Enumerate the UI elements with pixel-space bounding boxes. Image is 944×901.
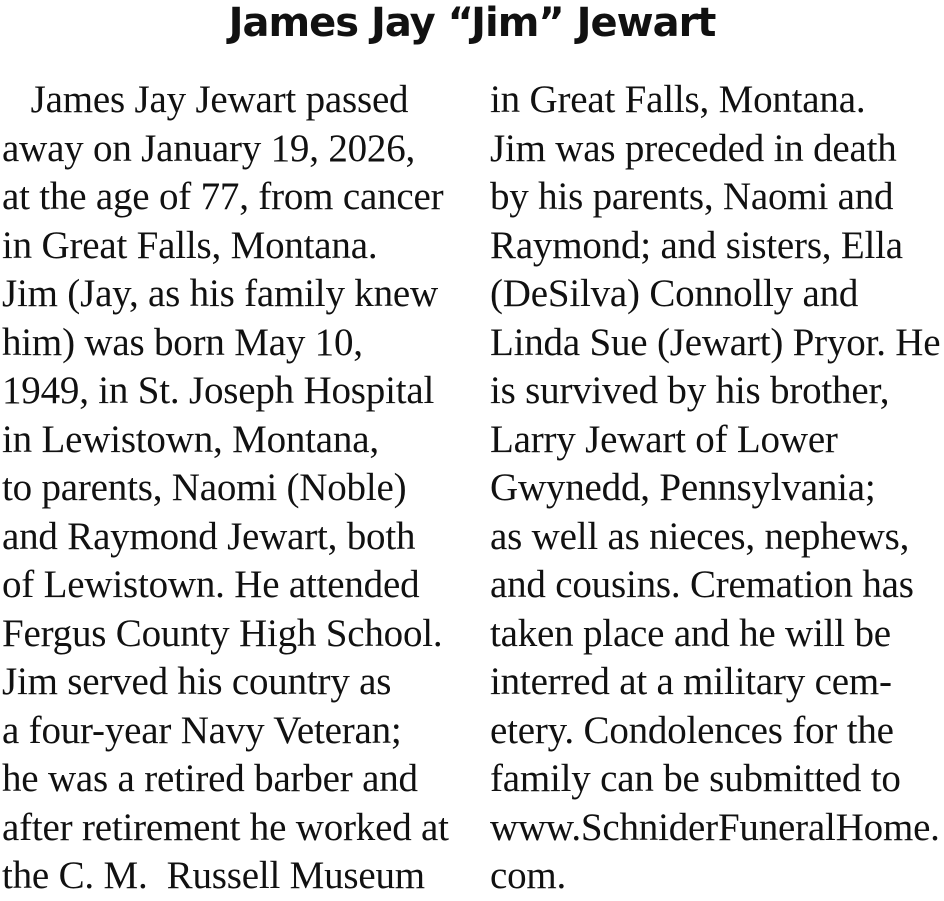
text-line: Linda Sue (Jewart) Pryor. He: [490, 320, 941, 364]
obituary-column-left: [2, 76, 472, 901]
text-line: 1949, in St. Joseph Hospital: [2, 369, 435, 412]
text-line: Gwynedd, Pennsylvania;: [490, 466, 876, 509]
text-line: interred at a military cem-: [490, 660, 892, 703]
text-line: family can be submitted to: [490, 757, 901, 800]
text-line: James Jay Jewart passed: [2, 78, 409, 121]
text-line: away on January 19, 2026,: [2, 126, 416, 170]
obituary-column-right: [490, 76, 942, 901]
text-line: taken place and he will be: [490, 611, 891, 655]
text-line: in Great Falls, Montana.: [490, 78, 866, 121]
text-line: etery. Condolences for the: [490, 708, 894, 752]
text-line: of Lewistown. He attended: [2, 563, 420, 606]
text-line: in Lewistown, Montana,: [2, 417, 379, 461]
text-line: Jim was preceded in death: [490, 126, 897, 170]
text-line: by his parents, Naomi and: [490, 175, 894, 218]
text-line: Fergus County High School.: [2, 611, 443, 655]
text-line: he was a retired barber and: [2, 757, 418, 800]
text-line: com.: [490, 854, 567, 897]
text-line: is survived by his brother,: [490, 369, 890, 412]
text-line: at the age of 77, from cancer: [2, 175, 444, 218]
text-line: him) was born May 10,: [2, 320, 363, 364]
text-line: Jim (Jay, as his family knew: [2, 272, 438, 315]
obituary-title: James Jay “Jim” Jewart: [228, 0, 716, 46]
text-line: Raymond; and sisters, Ella: [490, 223, 903, 267]
text-line: (DeSilva) Connolly and: [490, 272, 859, 315]
text-line: Jim served his country as: [2, 660, 392, 703]
text-line: and cousins. Cremation has: [490, 563, 914, 606]
text-line: www.SchniderFuneralHome.: [490, 805, 940, 849]
text-line: to parents, Naomi (Noble): [2, 466, 407, 509]
text-line: in Great Falls, Montana.: [2, 223, 378, 267]
text-line: a four-year Navy Veteran;: [2, 708, 402, 752]
text-line: Larry Jewart of Lower: [490, 417, 838, 461]
text-line: the C. M. Russell Museum: [2, 854, 425, 897]
text-line: and Raymond Jewart, both: [2, 514, 416, 558]
text-line: after retirement he worked at: [2, 805, 449, 849]
text-line: as well as nieces, nephews,: [490, 514, 910, 558]
